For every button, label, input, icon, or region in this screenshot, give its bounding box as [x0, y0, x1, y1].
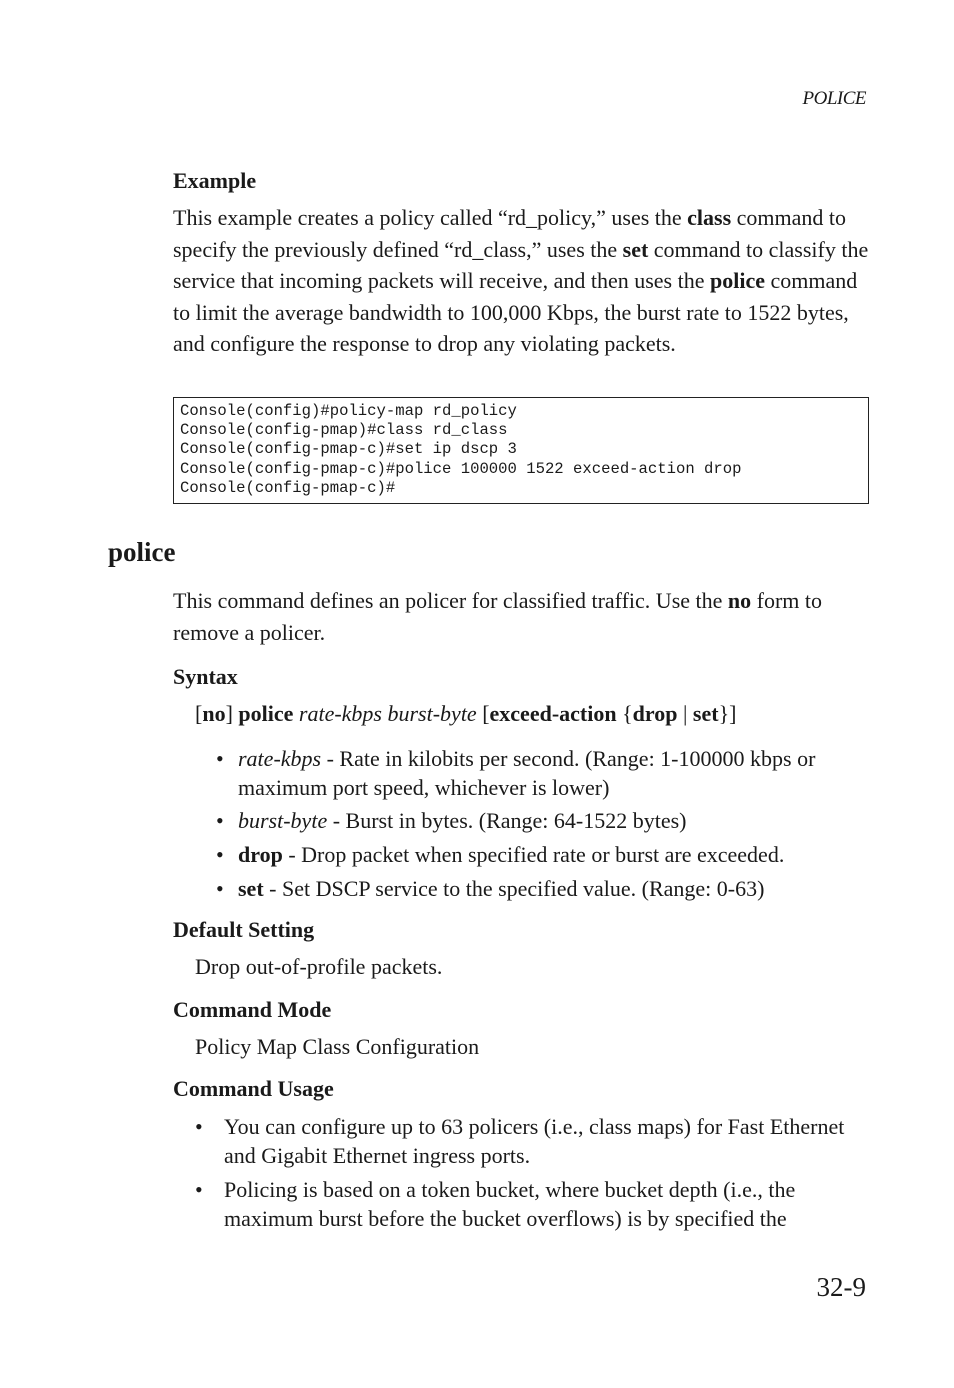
param-term: drop — [238, 842, 283, 867]
usage-list — [195, 1112, 867, 1233]
code-example — [173, 397, 869, 504]
bullet-icon: • — [216, 808, 224, 833]
bullet-icon: • — [195, 1114, 203, 1139]
usage-text: You can configure up to 63 policers (i.e., class maps) for Fast Ethernet and Gigabit Ethernet ingress ports. — [224, 1114, 845, 1168]
description-text-2: form to remove a policer. — [173, 588, 823, 645]
code-line: Console(config-pmap-c)#set ip dscp 3 — [180, 440, 517, 459]
example-heading: Example — [173, 168, 257, 193]
description-text-1: This command defines an policer for classified traffic. Use the — [173, 588, 728, 613]
syntax-line — [195, 698, 891, 730]
param-term: rate-kbps — [238, 746, 322, 771]
param-text: - Burst in bytes. (Range: 64-1522 bytes) — [327, 808, 687, 833]
param-text: - Set DSCP service to the specified value. (Range: 0-63) — [263, 876, 765, 901]
syntax-brace: { — [616, 701, 633, 726]
default-setting-heading: Default Setting — [173, 917, 315, 942]
list-item — [216, 874, 866, 903]
example-text-3: command to classify the service that incoming packets will receive, and then uses the — [173, 236, 869, 293]
bullet-icon: • — [195, 1177, 203, 1202]
syntax-exceed-action: exceed-action — [489, 701, 617, 726]
code-line: Console(config-pmap)#class rd_class — [180, 421, 508, 440]
syntax-bracket: [ — [482, 701, 490, 726]
command-usage-heading: Command Usage — [173, 1076, 334, 1101]
param-term: set — [238, 876, 264, 901]
example-paragraph — [173, 202, 869, 360]
syntax-set: set — [692, 701, 719, 726]
param-text: - Drop packet when specified rate or burst are exceeded. — [282, 842, 785, 867]
example-text-2: command to specify the previously defined “rd_class,” uses the — [173, 205, 847, 262]
command-description — [173, 585, 869, 648]
bullet-icon: • — [216, 842, 224, 867]
syntax-bracket: [ — [195, 701, 203, 726]
syntax-args: rate-kbps burst-byte — [293, 701, 483, 726]
syntax-no: no — [202, 701, 226, 726]
list-item — [195, 1175, 867, 1233]
command-mode-heading: Command Mode — [173, 997, 332, 1022]
code-line: Console(config-pmap-c)#police 100000 1522 exceed-action drop — [180, 459, 742, 478]
parameter-list — [216, 744, 866, 903]
list-item — [216, 840, 866, 869]
code-line: Console(config-pmap-c)# — [180, 478, 396, 497]
example-text-1: This example creates a policy called “rd_policy,” uses the — [173, 205, 688, 230]
keyword-no: no — [727, 588, 752, 613]
section-title: police — [108, 537, 176, 567]
syntax-brace: }] — [718, 701, 737, 726]
list-item — [216, 744, 866, 802]
syntax-heading: Syntax — [173, 664, 238, 689]
param-term: burst-byte — [238, 808, 328, 833]
syntax-police: police — [238, 701, 294, 726]
example-text-4: command to limit the average bandwidth to 100,000 Kbps, the burst rate to 1522 bytes, and configure the response to drop any violating packets. — [173, 268, 858, 356]
running-head: POLICE — [802, 88, 866, 109]
bullet-icon: • — [216, 876, 224, 901]
keyword-set: set — [622, 236, 649, 262]
page-number: 32-9 — [816, 1272, 866, 1302]
command-mode-text: Policy Map Class Configuration — [195, 1034, 480, 1059]
param-text: - Rate in kilobits per second. (Range: 1-100000 kbps or maximum port speed, whichever is lower) — [238, 746, 816, 800]
code-line: Console(config)#policy-map rd_policy — [180, 402, 517, 420]
syntax-bracket: ] — [225, 701, 239, 726]
bullet-icon: • — [216, 746, 224, 771]
list-item — [195, 1112, 867, 1170]
keyword-class: class — [687, 205, 732, 230]
keyword-police: police — [709, 268, 765, 293]
usage-text: Policing is based on a token bucket, where bucket depth (i.e., the maximum burst before the bucket overflows) is by specified the — [224, 1177, 796, 1231]
list-item — [216, 806, 866, 835]
syntax-drop: drop — [632, 701, 678, 726]
default-setting-text: Drop out-of-profile packets. — [195, 954, 443, 979]
syntax-pipe: | — [677, 701, 693, 726]
